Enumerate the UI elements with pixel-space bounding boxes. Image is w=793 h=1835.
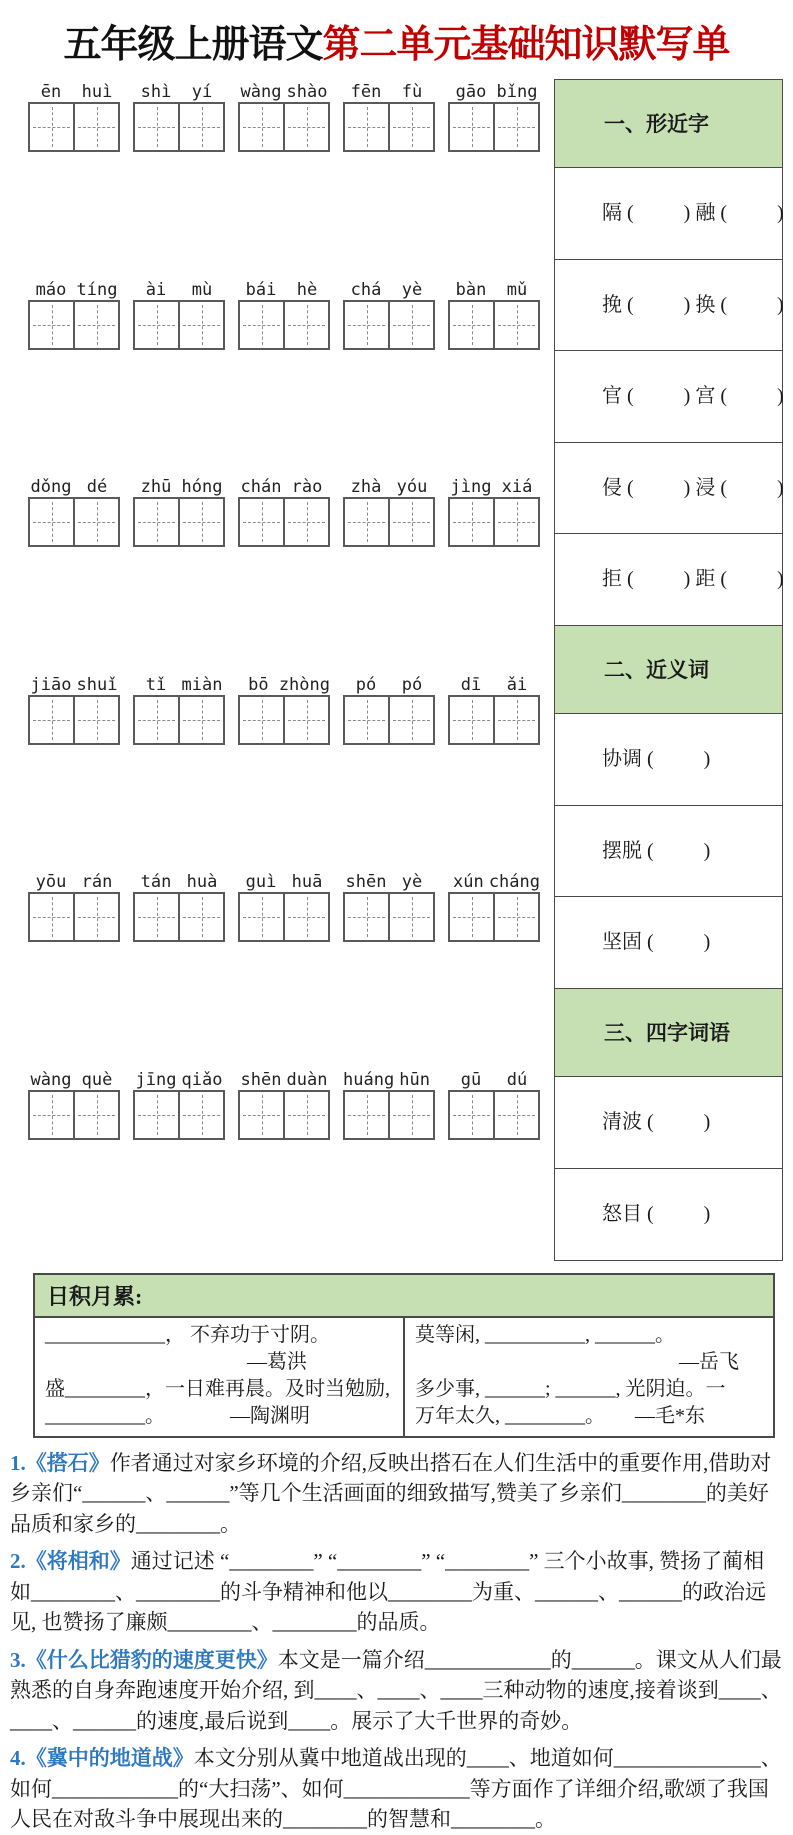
pinyin-group xyxy=(343,868,435,1063)
pinyin-group xyxy=(448,276,540,471)
writing-cell xyxy=(283,104,328,150)
writing-box xyxy=(133,300,225,350)
pinyin-syllable-1: tǐ xyxy=(145,674,167,695)
pinyin-syllable-2: dé xyxy=(86,477,108,498)
pinyin-group xyxy=(28,276,120,471)
sidebar-item-text: 协调 ( ) xyxy=(602,748,711,770)
writing-cell xyxy=(135,697,178,743)
pinyin-group xyxy=(343,78,435,273)
pinyin-syllable-2: mù xyxy=(191,279,213,300)
pinyin-group xyxy=(238,671,330,866)
writing-box xyxy=(448,695,540,745)
writing-box xyxy=(28,892,120,942)
pinyin-syllable-1: wàng xyxy=(30,1069,72,1090)
pinyin-syllable-1: gāo xyxy=(455,82,487,102)
writing-cell xyxy=(493,894,538,940)
question-text: 本文分别从冀中地道战出现的____、地道如何______________、如何____________的“大扫荡”、如何____________等方面作了详细介绍,歌颂了我国人民在对敌斗争中展现出来的________的智慧和________。 xyxy=(10,1746,782,1831)
sidebar-item xyxy=(554,167,783,260)
sidebar-item xyxy=(554,896,783,989)
pinyin-group xyxy=(28,868,120,1063)
pinyin-label xyxy=(133,671,225,695)
main-content xyxy=(28,78,787,1261)
pinyin-group xyxy=(448,78,540,273)
writing-box xyxy=(238,102,330,152)
sidebar-item-text: 隔 ( ) 融 ( ) xyxy=(602,202,784,224)
pinyin-label xyxy=(28,276,120,300)
pinyin-syllable-2: huì xyxy=(81,82,113,102)
writing-box xyxy=(343,892,435,942)
pinyin-label xyxy=(343,868,435,892)
pinyin-syllable-1: bái xyxy=(245,279,277,300)
writing-box xyxy=(133,892,225,942)
writing-cell xyxy=(345,894,388,940)
writing-cell xyxy=(178,499,223,545)
writing-box xyxy=(343,102,435,152)
pinyin-syllable-1: chá xyxy=(350,279,382,300)
pinyin-syllable-2: mǔ xyxy=(506,279,528,300)
sidebar-item xyxy=(554,713,783,806)
writing-box xyxy=(133,695,225,745)
pinyin-syllable-1: ēn xyxy=(40,82,62,102)
pinyin-syllable-1: bàn xyxy=(455,279,487,300)
sidebar-item-text: 侵 ( ) 浸 ( ) xyxy=(602,476,784,499)
pinyin-label xyxy=(28,868,120,892)
accumulation-line: —岳飞 xyxy=(679,1350,739,1373)
sidebar-item xyxy=(554,1076,783,1169)
pinyin-syllable-2: shuǐ xyxy=(76,674,118,695)
pinyin-label xyxy=(448,1066,540,1090)
writing-box xyxy=(448,102,540,152)
writing-cell xyxy=(388,894,433,940)
question-lesson-title: 1.《搭石》 xyxy=(10,1450,110,1475)
pinyin-syllable-1: dī xyxy=(460,674,482,695)
pinyin-syllable-2: cháng xyxy=(488,872,540,893)
writing-box xyxy=(28,300,120,350)
writing-box xyxy=(133,102,225,152)
pinyin-syllable-1: jiāo xyxy=(30,674,72,695)
pinyin-syllable-2: hè xyxy=(296,279,318,300)
writing-cell xyxy=(135,104,178,150)
page-title xyxy=(0,0,793,70)
pinyin-label xyxy=(238,1066,330,1090)
writing-cell xyxy=(450,302,493,348)
writing-cell xyxy=(30,302,73,348)
sidebar-item xyxy=(554,805,783,898)
pinyin-syllable-1: máo xyxy=(35,279,67,300)
pinyin-syllable-1: dǒng xyxy=(30,477,72,498)
sidebar-item-text: 一、形近字 xyxy=(604,111,709,136)
writing-cell xyxy=(345,1092,388,1138)
writing-cell xyxy=(493,1092,538,1138)
pinyin-label xyxy=(448,276,540,300)
pinyin-syllable-2: pó xyxy=(401,674,423,695)
writing-cell xyxy=(450,1092,493,1138)
pinyin-label xyxy=(28,671,120,695)
writing-cell xyxy=(283,894,328,940)
pinyin-label xyxy=(343,1066,435,1090)
pinyin-group xyxy=(133,1066,225,1261)
pinyin-syllable-2: tíng xyxy=(76,279,118,300)
pinyin-syllable-2: què xyxy=(81,1069,113,1090)
writing-cell xyxy=(73,499,118,545)
pinyin-group xyxy=(343,1066,435,1261)
pinyin-syllable-1: chán xyxy=(240,477,282,498)
pinyin-syllable-2: xiá xyxy=(501,477,533,498)
pinyin-label xyxy=(133,473,225,497)
pinyin-label xyxy=(238,78,330,102)
accumulation-line: 多少事, ______; ______, 光阴迫。一 xyxy=(415,1377,726,1400)
writing-cell xyxy=(493,499,538,545)
pinyin-label xyxy=(343,671,435,695)
sidebar-item xyxy=(554,1168,783,1261)
pinyin-syllable-2: miàn xyxy=(181,674,223,695)
writing-cell xyxy=(450,894,493,940)
pinyin-group xyxy=(28,1066,120,1261)
writing-cell xyxy=(240,1092,283,1138)
writing-box xyxy=(238,892,330,942)
question-text: 作者通过对家乡环境的介绍,反映出搭石在人们生活中的重要作用,借助对乡亲们“______、______”等几个生活画面的细致描写,赞美了乡亲们________的美好品质和家乡的________。 xyxy=(10,1450,772,1536)
pinyin-syllable-1: shēn xyxy=(240,1069,282,1090)
writing-cell xyxy=(30,104,73,150)
pinyin-syllable-1: fēn xyxy=(350,82,382,102)
pinyin-syllable-2: hóng xyxy=(181,477,223,498)
accumulation-left-column xyxy=(35,1318,405,1436)
writing-cell xyxy=(345,104,388,150)
pinyin-group xyxy=(238,1066,330,1261)
writing-cell xyxy=(240,302,283,348)
pinyin-group xyxy=(133,276,225,471)
pinyin-label xyxy=(448,671,540,695)
pinyin-label xyxy=(448,473,540,497)
sidebar-item xyxy=(554,988,783,1078)
accumulation-line: __________。 —陶渊明 xyxy=(45,1404,310,1427)
pinyin-label xyxy=(238,473,330,497)
question-lesson-title: 4.《冀中的地道战》 xyxy=(10,1746,194,1770)
pinyin-group xyxy=(448,671,540,866)
writing-cell xyxy=(30,697,73,743)
writing-cell xyxy=(73,894,118,940)
writing-cell xyxy=(240,697,283,743)
pinyin-syllable-2: yí xyxy=(191,82,213,102)
accumulation-right-column xyxy=(405,1318,773,1436)
sidebar-item xyxy=(554,79,783,169)
writing-cell xyxy=(30,894,73,940)
pinyin-label xyxy=(28,473,120,497)
pinyin-syllable-2: hūn xyxy=(399,1069,430,1090)
writing-cell xyxy=(178,697,223,743)
pinyin-group xyxy=(343,473,435,668)
question xyxy=(10,1743,783,1835)
pinyin-syllable-1: tán xyxy=(140,872,172,893)
writing-box xyxy=(133,497,225,547)
sidebar-item xyxy=(554,259,783,352)
pinyin-syllable-2: yóu xyxy=(396,477,428,498)
pinyin-group xyxy=(133,78,225,273)
sidebar-item-text: 怒目 ( ) xyxy=(602,1202,711,1225)
writing-cell xyxy=(240,894,283,940)
pinyin-syllable-1: yōu xyxy=(35,872,67,893)
writing-cell xyxy=(450,104,493,150)
sidebar-item xyxy=(554,625,783,715)
sidebar-item-text: 官 ( ) 宫 ( ) xyxy=(602,385,784,407)
sidebar-item-text: 挽 ( ) 换 ( ) xyxy=(602,293,784,316)
pinyin-syllable-2: rào xyxy=(291,477,323,498)
writing-box xyxy=(343,300,435,350)
pinyin-syllable-1: xún xyxy=(453,872,484,893)
question-text: 通过记述 “________” “________” “________” 三个小故事, 赞扬了蔺相如________、________的斗争精神和他以________为重、______、______的政治远见, 也赞扬了廉颇________、________的品质。 xyxy=(10,1549,766,1634)
pinyin-group xyxy=(448,473,540,668)
pinyin-syllable-1: jìng xyxy=(450,477,492,498)
writing-box xyxy=(238,695,330,745)
writing-cell xyxy=(135,894,178,940)
writing-cell xyxy=(345,499,388,545)
writing-box xyxy=(238,497,330,547)
page-title-unit: 第二单元基础知识默写单 xyxy=(322,24,730,66)
writing-cell xyxy=(30,1092,73,1138)
pinyin-group xyxy=(448,1066,540,1261)
writing-cell xyxy=(73,104,118,150)
pinyin-syllable-1: pó xyxy=(355,674,377,695)
pinyin-syllable-1: huáng xyxy=(343,1069,395,1090)
pinyin-syllable-2: rán xyxy=(81,872,113,893)
writing-cell xyxy=(283,499,328,545)
writing-cell xyxy=(73,1092,118,1138)
pinyin-label xyxy=(133,78,225,102)
question-lesson-title: 3.《什么比猎豹的速度更快》 xyxy=(10,1647,278,1672)
writing-box xyxy=(28,497,120,547)
writing-cell xyxy=(388,499,433,545)
writing-cell xyxy=(493,697,538,743)
pinyin-group xyxy=(238,78,330,273)
pinyin-group xyxy=(448,868,540,1063)
accumulation-body xyxy=(35,1318,773,1436)
writing-cell xyxy=(283,697,328,743)
pinyin-writing-grid xyxy=(28,78,540,1261)
pinyin-syllable-1: gū xyxy=(460,1069,482,1090)
pinyin-syllable-1: bō xyxy=(248,674,269,695)
pinyin-syllable-2: shào xyxy=(286,82,328,102)
writing-cell xyxy=(283,1092,328,1138)
pinyin-syllable-2: duàn xyxy=(286,1069,328,1090)
writing-box xyxy=(28,102,120,152)
writing-box xyxy=(28,695,120,745)
sidebar-item xyxy=(554,533,783,626)
pinyin-group xyxy=(238,473,330,668)
pinyin-group xyxy=(133,671,225,866)
writing-box xyxy=(448,497,540,547)
accumulation-line: 万年太久, ________。 —毛*东 xyxy=(415,1404,705,1427)
writing-cell xyxy=(30,499,73,545)
accumulation-line: —葛洪 xyxy=(247,1350,307,1373)
pinyin-syllable-1: shēn xyxy=(345,872,387,893)
writing-cell xyxy=(283,302,328,348)
question-lesson-title: 2.《将相和》 xyxy=(10,1549,131,1573)
pinyin-syllable-1: shì xyxy=(140,82,172,102)
writing-box xyxy=(343,695,435,745)
writing-cell xyxy=(73,697,118,743)
pinyin-label xyxy=(343,473,435,497)
writing-cell xyxy=(135,1092,178,1138)
pinyin-group xyxy=(343,671,435,866)
writing-cell xyxy=(178,104,223,150)
pinyin-group xyxy=(133,473,225,668)
pinyin-label xyxy=(133,276,225,300)
question xyxy=(10,1645,783,1737)
sidebar-item xyxy=(554,350,783,443)
sidebar-item-text: 拒 ( ) 距 ( ) xyxy=(602,568,784,590)
pinyin-syllable-2: yè xyxy=(401,279,423,300)
question xyxy=(10,1448,783,1540)
writing-box xyxy=(28,1090,120,1140)
writing-box xyxy=(238,1090,330,1140)
sidebar-item-text: 摆脱 ( ) xyxy=(602,839,711,862)
sidebar-item xyxy=(554,442,783,535)
pinyin-group xyxy=(238,868,330,1063)
writing-cell xyxy=(388,1092,433,1138)
writing-cell xyxy=(178,1092,223,1138)
writing-cell xyxy=(493,302,538,348)
writing-cell xyxy=(388,104,433,150)
writing-cell xyxy=(240,499,283,545)
pinyin-syllable-2: zhòng xyxy=(278,674,330,695)
writing-cell xyxy=(178,302,223,348)
sidebar-exercises xyxy=(554,80,783,1261)
writing-cell xyxy=(450,499,493,545)
pinyin-label xyxy=(238,868,330,892)
pinyin-syllable-2: ǎi xyxy=(506,674,528,695)
pinyin-syllable-2: qiǎo xyxy=(181,1069,223,1090)
pinyin-group xyxy=(343,276,435,471)
writing-box xyxy=(448,892,540,942)
writing-cell xyxy=(388,697,433,743)
pinyin-label xyxy=(448,868,540,892)
pinyin-label xyxy=(28,1066,120,1090)
question xyxy=(10,1546,783,1638)
writing-cell xyxy=(135,499,178,545)
page-title-grade: 五年级上册语文 xyxy=(63,24,323,66)
pinyin-label xyxy=(28,78,120,102)
writing-cell xyxy=(345,697,388,743)
writing-box xyxy=(448,1090,540,1140)
writing-box xyxy=(343,1090,435,1140)
pinyin-label xyxy=(133,868,225,892)
lesson-questions xyxy=(10,1448,783,1835)
pinyin-label xyxy=(343,78,435,102)
pinyin-group xyxy=(238,276,330,471)
pinyin-group xyxy=(28,473,120,668)
writing-cell xyxy=(388,302,433,348)
pinyin-syllable-2: huà xyxy=(186,872,218,893)
accumulation-line: ____________， 不弃功于寸阴。 xyxy=(45,1323,330,1346)
pinyin-group xyxy=(28,671,120,866)
accumulation-line: 莫等闲, __________, ______。 xyxy=(415,1323,675,1346)
pinyin-label xyxy=(238,671,330,695)
writing-cell xyxy=(178,894,223,940)
pinyin-syllable-1: zhū xyxy=(140,477,172,498)
writing-box xyxy=(133,1090,225,1140)
sidebar-item-text: 二、近义词 xyxy=(604,657,709,682)
pinyin-syllable-1: ài xyxy=(145,279,167,300)
writing-box xyxy=(343,497,435,547)
pinyin-syllable-1: wàng xyxy=(240,82,282,102)
writing-cell xyxy=(135,302,178,348)
writing-cell xyxy=(73,302,118,348)
accumulation-box xyxy=(33,1273,775,1438)
accumulation-header: 日积月累: xyxy=(35,1275,773,1318)
writing-cell xyxy=(345,302,388,348)
writing-box xyxy=(238,300,330,350)
pinyin-syllable-2: bǐng xyxy=(496,82,538,102)
pinyin-syllable-2: yè xyxy=(401,872,423,893)
pinyin-syllable-2: dú xyxy=(506,1069,528,1090)
pinyin-group xyxy=(133,868,225,1063)
pinyin-label xyxy=(133,1066,225,1090)
accumulation-line: 盛________，一日难再晨。及时当勉励, xyxy=(45,1377,390,1400)
pinyin-syllable-1: guì xyxy=(245,872,277,893)
writing-cell xyxy=(493,104,538,150)
sidebar-item-text: 清波 ( ) xyxy=(602,1111,711,1133)
pinyin-syllable-1: zhà xyxy=(350,477,382,498)
pinyin-label xyxy=(343,276,435,300)
writing-cell xyxy=(240,104,283,150)
pinyin-syllable-1: jīng xyxy=(135,1069,177,1090)
pinyin-label xyxy=(238,276,330,300)
pinyin-group xyxy=(28,78,120,273)
question-text: 本文是一篇介绍____________的______。课文从人们最熟悉的自身奔跑速度开始介绍, 到____、____、____三种动物的速度,接着谈到____、____、______的速度,最后说到____。展示了大千世界的奇妙。 xyxy=(10,1647,782,1733)
pinyin-label xyxy=(448,78,540,102)
pinyin-syllable-2: fù xyxy=(401,82,423,102)
sidebar-item-text: 坚固 ( ) xyxy=(602,931,711,953)
sidebar-item-text: 三、四字词语 xyxy=(604,1020,730,1045)
writing-box xyxy=(448,300,540,350)
pinyin-syllable-2: huā xyxy=(291,872,323,893)
writing-cell xyxy=(450,697,493,743)
